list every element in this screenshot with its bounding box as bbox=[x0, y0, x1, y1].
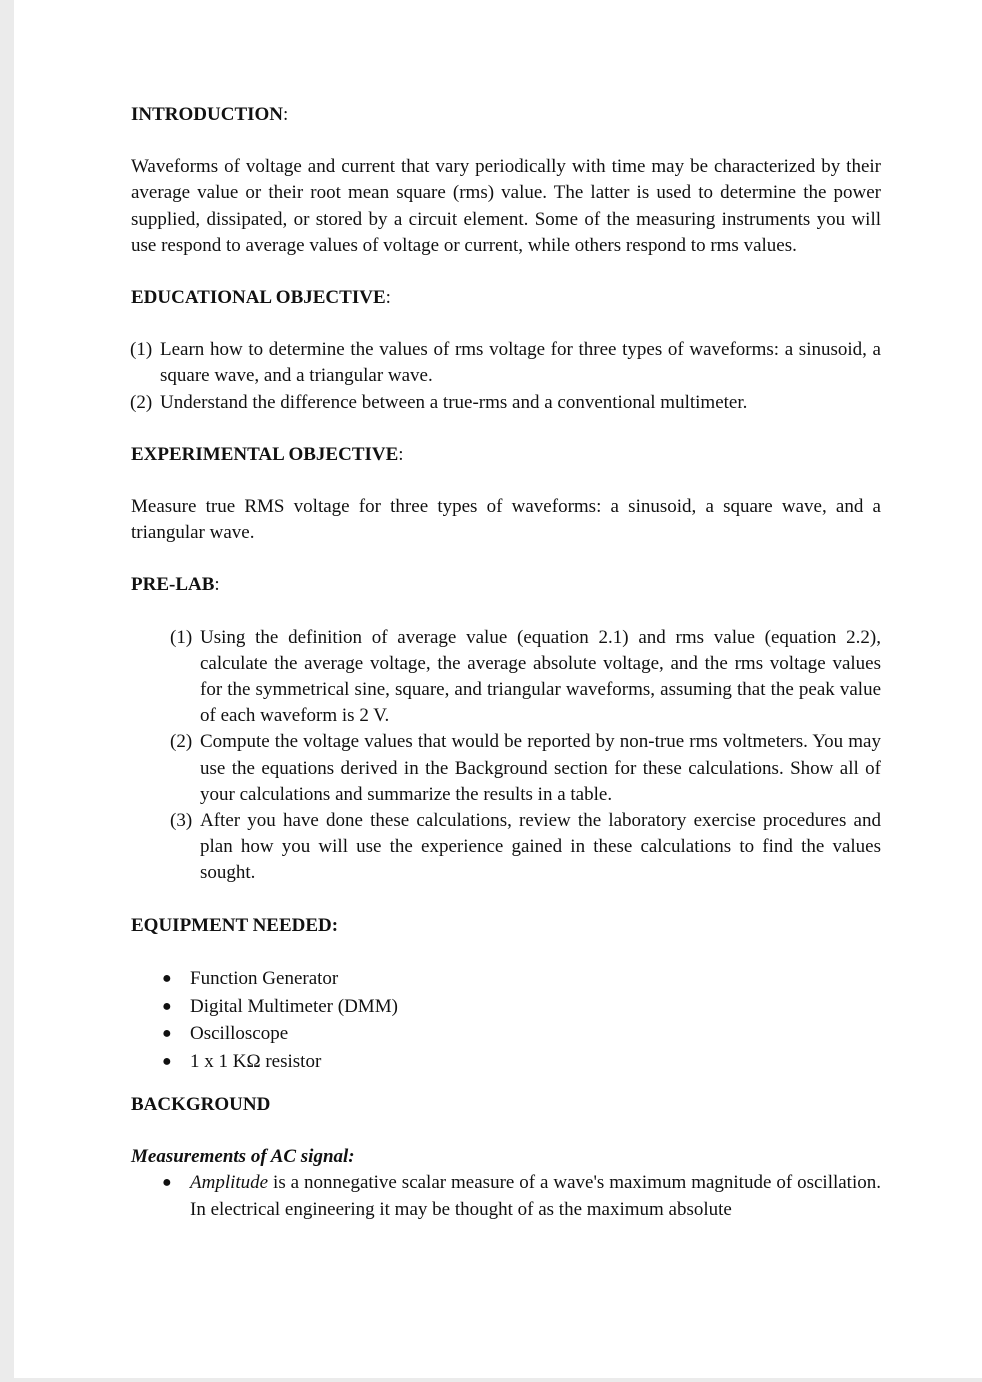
prelab-list bbox=[131, 625, 881, 887]
list-item: ● Digital Multimeter (DMM) bbox=[131, 993, 881, 1021]
list-item: (1) Using the definition of average value (equation 2.1) and rms value (equation 2.2), calculate the average voltage, the average absolute voltage, and the rms voltage values for the symmetrical sine, square, and triangular waveforms, assuming that the peak value of each waveform is 2 V. bbox=[170, 626, 881, 727]
list-item: (2) Understand the difference between a true-rms and a conventional multimeter. bbox=[130, 391, 748, 413]
list-item: (2) Compute the voltage values that would be reported by non-true rms voltmeters. You may use the equations derived in the Background section for these calculations. Show all of your calculations and summarize the results in a table. bbox=[170, 731, 881, 805]
document-page bbox=[14, 0, 982, 1378]
educational-objective-list bbox=[101, 337, 881, 416]
list-item: (1) Learn how to determine the values of rms voltage for three types of waveforms: a sinusoid, a square wave, and a triangular wave. bbox=[130, 339, 881, 387]
bullet-icon: ● bbox=[162, 1174, 172, 1192]
list-item: ● Amplitude is a nonnegative scalar measure of a wave's maximum magnitude of oscillation. In electrical engineering it may be thought of as the maximum absolute bbox=[162, 1172, 881, 1220]
bullet-icon: ● bbox=[162, 1025, 172, 1043]
equipment-list bbox=[131, 965, 881, 1076]
experimental-objective-text: Measure true RMS voltage for three types of waveforms: a sinusoid, a square wave, and a triangular wave. bbox=[131, 496, 881, 544]
background-subheading: Measurements of AC signal: bbox=[131, 1146, 355, 1168]
experimental-objective-heading: EXPERIMENTAL OBJECTIVE: bbox=[131, 443, 404, 465]
list-item: ● Oscilloscope bbox=[131, 1020, 881, 1048]
bullet-icon: ● bbox=[162, 997, 172, 1015]
document-content bbox=[131, 102, 881, 1223]
list-item: ● 1 x 1 KΩ resistor bbox=[131, 1048, 881, 1076]
list-item: (3) After you have done these calculations, review the laboratory exercise procedures and plan how you will use the experience gained in these calculations to find the values sought. bbox=[170, 810, 881, 884]
bullet-icon: ● bbox=[162, 969, 172, 987]
list-item: ● Function Generator bbox=[131, 965, 881, 993]
equipment-heading: EQUIPMENT NEEDED: bbox=[131, 914, 339, 936]
background-list bbox=[131, 1170, 881, 1222]
prelab-heading: PRE-LAB: bbox=[131, 574, 220, 596]
background-heading: BACKGROUND bbox=[131, 1094, 271, 1116]
educational-objective-heading: EDUCATIONAL OBJECTIVE: bbox=[131, 287, 391, 309]
introduction-text: Waveforms of voltage and current that vary periodically with time may be characterized by their average value or their root mean square (rms) value. The latter is used to determine the power supplied, dissipated, or stored by a circuit element. Some of the measuring instruments you will use respond to average values of voltage or current, while others respond to rms values. bbox=[131, 156, 881, 256]
introduction-heading: INTRODUCTION: bbox=[131, 104, 289, 125]
bullet-icon: ● bbox=[162, 1053, 172, 1071]
